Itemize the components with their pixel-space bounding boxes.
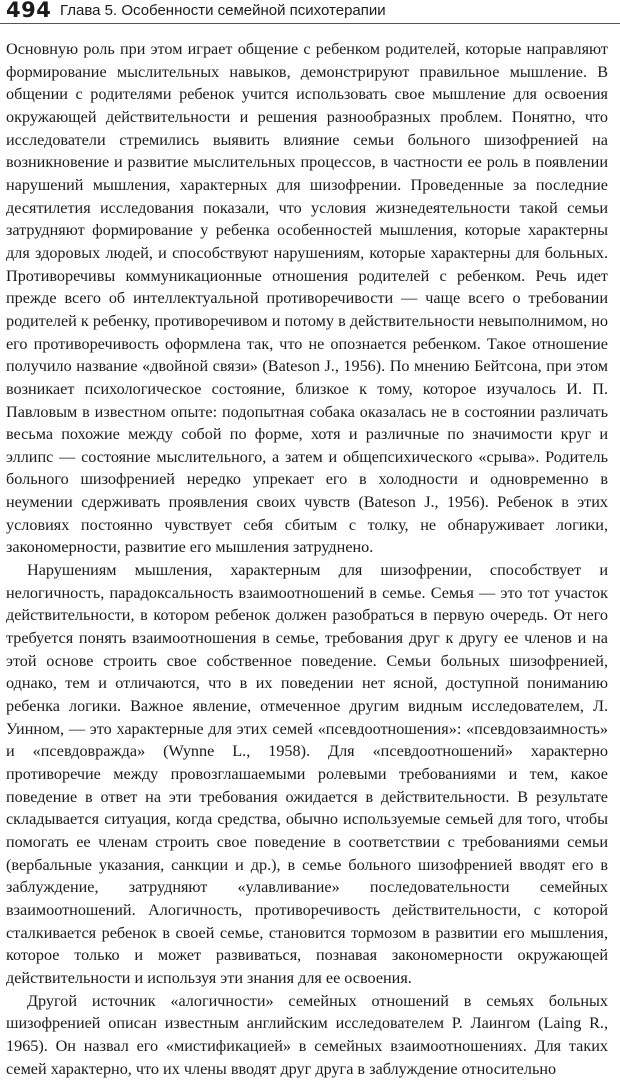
paragraph-2: Нарушениям мышления, характерным для шизофрении, способствует и нелогичность, парадоксальность взаимоотношений в семье. Семья — это тот участок действительности, в котором ребенок должен разобраться в первую очередь. От него требуется понять взаимоотношения в семье, требования друг к другу ее членов и на этой основе строить свое собственное поведение. Семьи больных шизофренией, однако, тем и отличаются, что в их поведении нет ясной, доступной пониманию ребенка логики. Важное явление, отмеченное другим видным исследователем, Л. Уинном, — это характерные для этих семей «псевдоотношения»: «псевдовзаимность» и «псевдовражда» (Wynne L., 1958). Для «псевдоотношений» характерно противоречие между провозглашаемыми ролевыми требованиями и тем, какое поведение в ответ на эти требования ожидается в действительности. В результате складывается ситуация, когда средства, обычно используемые семьей для того, чтобы помогать ее членам строить свое поведение в соответствии с требованиями семьи (вербальные указания, санкции и др.), в семье больного шизофренией вводят его в заблуждение, затрудняют «улавливание» последовательности семейных взаимоотношений. Алогичность, противоречивость действительности, с которой сталкивается ребенок в своей семье, становится тормозом в развитии его мышления, которое только и может развиваться, познавая закономерности окружающей действительности и используя эти знания для ее освоения.: [6, 561, 608, 987]
header-rule: [0, 23, 620, 24]
page-header: [0, 0, 620, 28]
paragraph-1: Основную роль при этом играет общение с ребенком родителей, которые направляют формирование мыслительных навыков, демонстрируют правильное мышление. В общении с родителями ребенок учится использовать свое мышление для освоения окружающей действительности и решения разнообразных проблем. Понятно, что исследователи стремились выявить влияние семьи больного шизофренией на возникновение и развитие мыслительных процессов, в частности ее роль в появлении нарушений мышления, характерных для шизофрении. Проведенные за последние десятилетия исследования показали, что условия жизнедеятельности такой семьи затрудняют формирование у ребенка особенностей мышления, которые характерны для здоровых людей, и способствуют нарушениям, которые характерны для больных. Противоречивы коммуникационные отношения родителей с ребенком. Речь идет прежде всего об интеллектуальной противоречивости — чаще всего о требовании родителей к ребенку, противоречивом и потому в действительности невыполнимом, но его противоречивость оформлена так, что не опознается ребенком. Такое отношение получило название «двойной связи» (Bateson J., 1956). По мнению Бейтсона, при этом возникает психологическое состояние, близкое к тому, которое изучалось И. П. Павловым в известном опыте: подопытная собака оказалась не в состоянии различать весьма похожие между собой по форме, хотя и различные по значимости круг и эллипс — состояние мыслительного, а затем и общепсихического «срыва». Родитель больного шизофренией нередко упрекает его в холодности и одновременно в неумении сдерживать проявления своих чувств (Bateson J., 1956). Ребенок в этих условиях постоянно чувствует себя сбитым с толку, не обнаруживает логики, закономерности, развитие его мышления затруднено.: [6, 40, 608, 557]
running-head: Глава 5. Особенности семейной психотерапии: [60, 2, 386, 19]
body-text: [6, 38, 608, 1080]
page-number: 494: [6, 0, 52, 22]
paragraph-3: Другой источник «алогичности» семейных отношений в семьях больных шизофренией описан известным английским исследователем Р. Лаингом (Laing R., 1965). Он назвал его «мистификацией» в семейных взаимоотношениях. Для таких семей характерно, что их члены вводят друг друга в заблуждение относительно: [6, 991, 608, 1078]
